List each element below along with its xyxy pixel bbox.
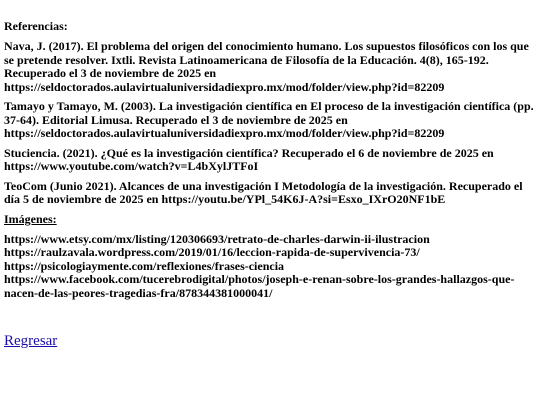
image-link-text: https://psicologiaymente.com/reflexiones/frases-ciencia	[4, 258, 285, 273]
reference-item: Stuciencia. (2021). ¿Qué es la investigación científica? Recuperado el 6 de noviembre de 2025 en https://www.youtube.com/watch?v=L4bXylJTFoI	[4, 145, 494, 173]
reference-item: Nava, J. (2017). El problema del origen del conocimiento humano. Los supuestos filosóficos con los que se pretende resolver. Ixtli. Revista Latinoamericana de Filosofía de la Educación. 4(8), 165-192. Recuperado el 3 de noviembre de 2025 en https://seldoctorados.aulavirtualuniversidadiexpro.mx/mod/folder/view.php?id=82209	[4, 39, 529, 94]
reference-item: TeoCom (Junio 2021). Alcances de una investigación I Metodología de la investigación. Recuperado el día 5 de noviembre de 2025 en https://youtu.be/YPl_54K6J-A?si=Esxo_IXrO20NF1bE	[4, 178, 523, 206]
images-heading: Imágenes:	[4, 211, 57, 226]
image-link-text: https://www.etsy.com/mx/listing/120306693/retrato-de-charles-darwin-ii-ilustracion	[4, 231, 430, 246]
reference-item: Tamayo y Tamayo, M. (2003). La investigación científica en El proceso de la investigación científica (pp. 37-64). Editorial Limusa. Recuperado el 3 de noviembre de 2025 en https://seldoctorados.aulavirtualuniversidadiexpro.mx/mod/folder/view.php?id=82209	[4, 99, 534, 140]
image-links-list	[4, 233, 536, 301]
image-link-text: https://raulzavala.wordpress.com/2019/01/16/leccion-rapida-de-supervivencia-73/	[4, 245, 420, 259]
image-link-text: https://www.facebook.com/tucerebrodigital/photos/joseph-e-renan-sobre-los-grandes-hallazgos-que-nacen-de-las-peores-tragedias-fra/878344381000041/	[4, 272, 515, 300]
back-link[interactable]: Regresar	[4, 333, 58, 349]
references-heading: Referencias:	[4, 19, 68, 33]
